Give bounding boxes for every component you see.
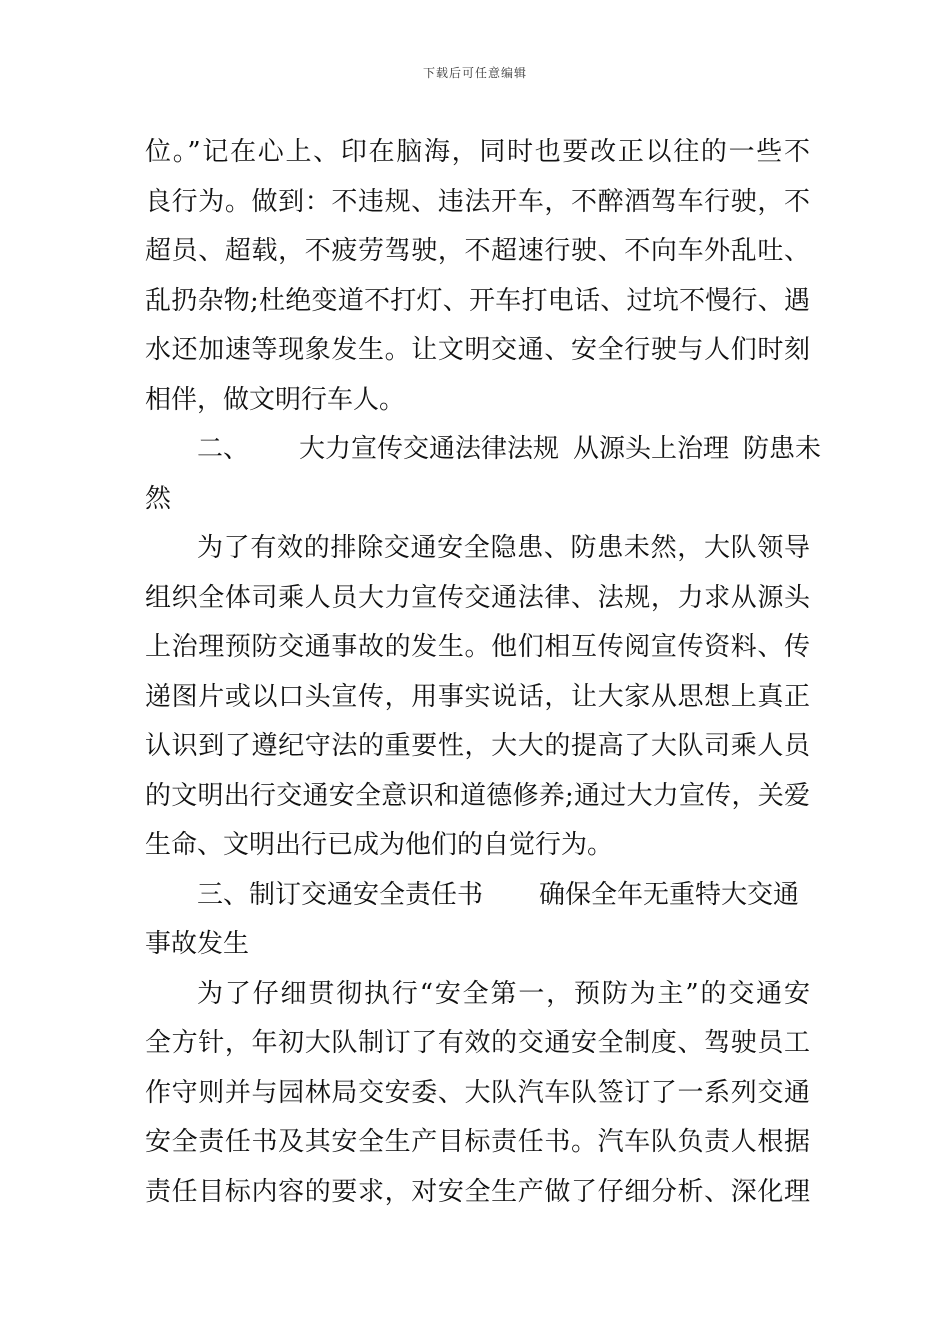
section-heading-2 <box>145 425 822 475</box>
heading-part: 三、制订交通安全责任书 <box>197 879 484 910</box>
text-line: 超员、超载，不疲劳驾驶，不超速行驶、不向车外乱吐、 <box>145 236 810 266</box>
heading-part: 防患未 <box>743 434 822 464</box>
heading-part: 大力宣传交通法律法规 <box>299 434 560 464</box>
text-line: 乱扔杂物;杜绝变道不打灯、开车打电话、过坑不慢行、遇 <box>145 285 810 316</box>
text-line: 为了仔细贯彻执行“安全第一，预防为主”的交通安 <box>197 978 810 1009</box>
text-line: 相伴，做文明行车人。 <box>145 384 406 415</box>
text-line: 责任目标内容的要求，对安全生产做了仔细分析、深化理 <box>145 1176 810 1207</box>
text-line: 水还加速等现象发生。让文明交通、安全行驶与人们时刻 <box>145 335 810 365</box>
text-line: 作守则并与园林局交安委、大队汽车队签订了一系列交通 <box>145 1077 810 1108</box>
text-line: 良行为。做到：不违规、违法开车，不醉酒驾车行驶，不 <box>145 186 810 217</box>
document-body <box>145 128 822 1217</box>
text-line: 生命、文明出行已成为他们的自觉行为。 <box>145 830 614 860</box>
heading-part: 确保全年无重特大交通 <box>539 879 800 910</box>
page-header: 下载后可任意编辑 <box>422 66 527 80</box>
text-line: 的文明出行交通安全意识和道德修养;通过大力宣传，关爱 <box>145 780 810 811</box>
heading-number: 二、 <box>197 434 250 464</box>
text-line: 为了有效的排除交通安全隐患、防患未然，大队领导 <box>197 533 810 563</box>
heading-part: 从源头上治理 <box>573 434 730 464</box>
section-heading-3 <box>145 871 810 921</box>
text-line: 全方针，年初大队制订了有效的交通安全制度、驾驶员工 <box>145 1028 810 1058</box>
text-line: 认识到了遵纪守法的重要性，大大的提高了大队司乘人员 <box>145 731 810 761</box>
text-line: 安全责任书及其安全生产目标责任书。汽车队负责人根据 <box>145 1127 810 1157</box>
text-line: 位。”记在心上、印在脑海，同时也要改正以往的一些不 <box>145 137 810 167</box>
text-line: 递图片或以口头宣传，用事实说话，让大家从思想上真正 <box>145 681 810 712</box>
text-line: 事故发生 <box>145 929 250 959</box>
text-line: 上治理预防交通事故的发生。他们相互传阅宣传资料、传 <box>145 632 810 662</box>
text-line: 然 <box>145 483 172 514</box>
text-line: 组织全体司乘人员大力宣传交通法律、法规，力求从源头 <box>145 582 810 613</box>
